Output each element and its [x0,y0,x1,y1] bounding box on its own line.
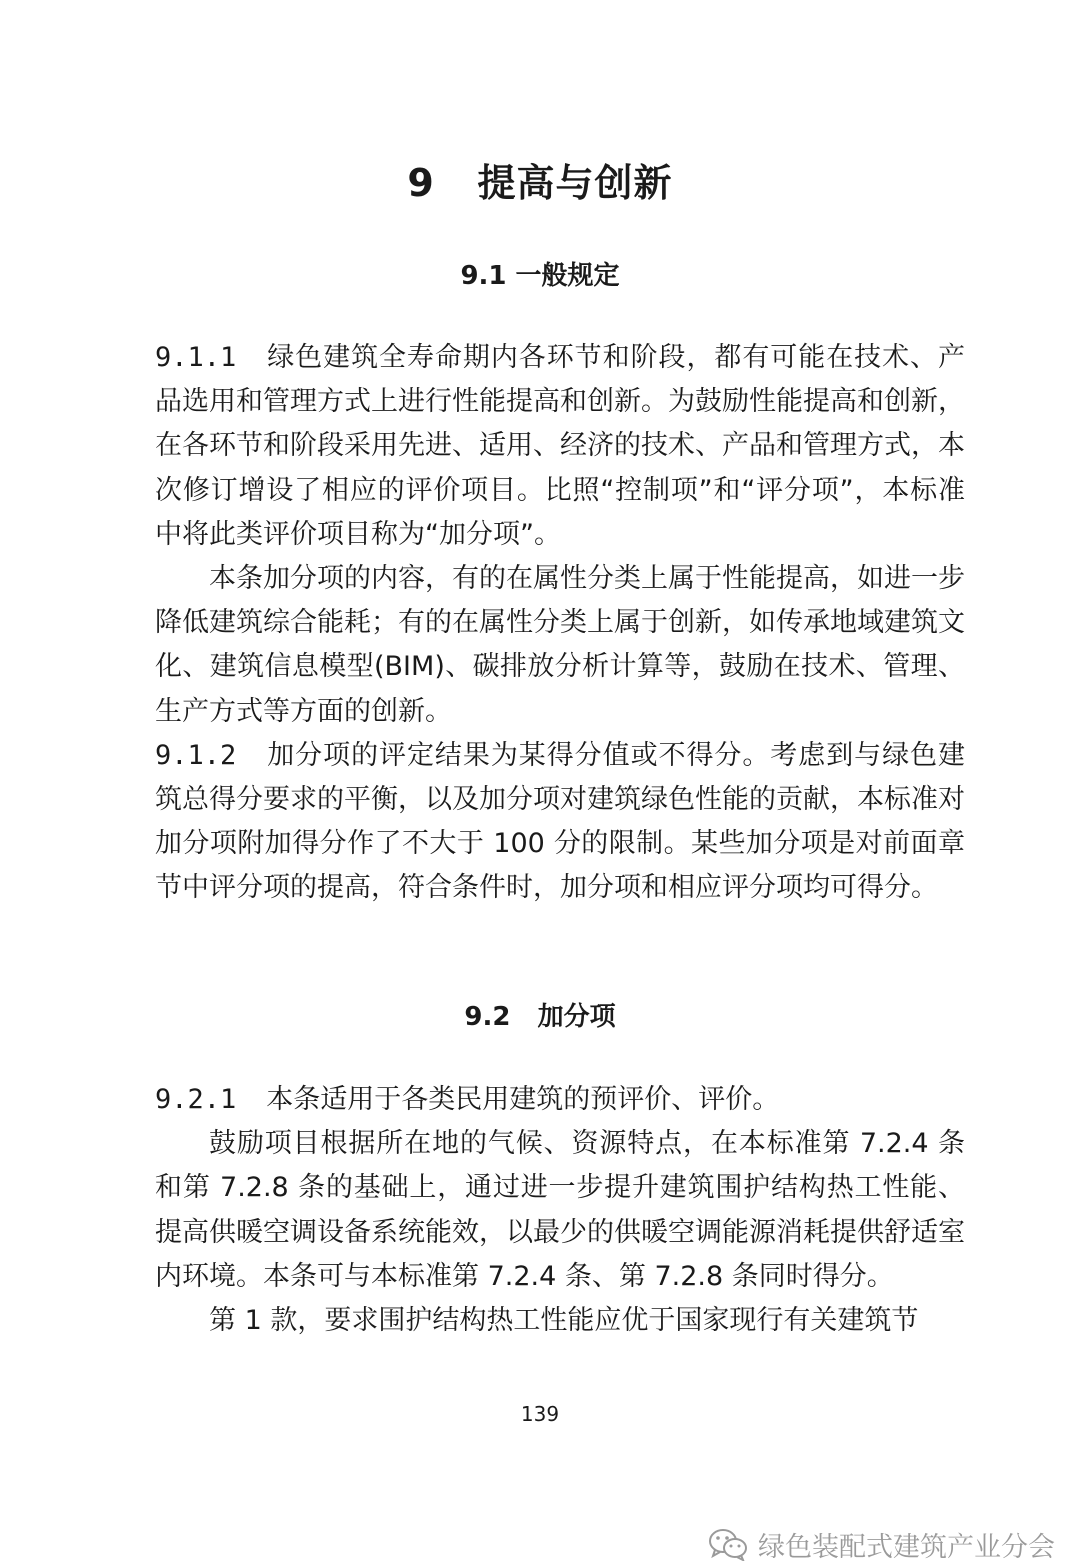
clause-text: 加分项的评定结果为某得分值或不得分。考虑到与绿色建筑总得分要求的平衡，以及加分项对建筑绿色性能的贡献，本标准对加分项附加得分作了不大于 100 分的限制。某些加分项是对前面章节中评分项的提高，符合条件时，加分项和相应评分项均可得分。 [155,739,965,904]
watermark [708,1522,1055,1566]
section-9-1-body [155,336,965,911]
clause-number: 9.1.1 [155,342,237,373]
clause-9-2-1-paragraph: 第 1 款，要求围护结构热工性能应优于国家现行有关建筑节 [209,1305,919,1337]
section-heading-9-1: 9.1 一般规定 [460,261,620,291]
clause-number: 9.2.1 [155,1084,237,1115]
clause-9-1-1-paragraph: 本条加分项的内容，有的在属性分类上属于性能提高，如进一步降低建筑综合能耗；有的在属性分类上属于创新，如传承地域建筑文化、建筑信息模型(BIM)、碳排放分析计算等，鼓励在技术、管理、生产方式等方面的创新。 [155,563,965,727]
chapter-title: 9 提高与创新 [407,161,673,205]
clause-9-2-1 [155,1078,965,1122]
clause-9-1-1 [155,336,965,557]
clause-9-2-1-paragraph: 鼓励项目根据所在地的气候、资源特点，在本标准第 7.2.4 条和第 7.2.8 条的基础上，通过进一步提升建筑围护结构热工性能、提高供暖空调设备系统能效，以最少的供暖空调能源消耗提供舒适室内环境。本条可与本标准第 7.2.4 条、第 7.2.8 条同时得分。 [155,1128,965,1292]
clause-text: 绿色建筑全寿命期内各环节和阶段，都有可能在技术、产品选用和管理方式上进行性能提高和创新。为鼓励性能提高和创新，在各环节和阶段采用先进、适用、经济的技术、产品和管理方式，本次修订增设了相应的评价项目。比照“控制项”和“评分项”，本标准中将此类评价项目称为“加分项”。 [155,342,965,550]
clause-number: 9.1.2 [155,739,237,771]
section-9-2-body [155,1078,965,1343]
section-heading-9-2: 9.2 加分项 [464,1002,616,1032]
page-number: 139 [520,1402,560,1426]
clause-9-1-2 [155,734,965,911]
wechat-icon [708,1527,748,1561]
clause-text: 本条适用于各类民用建筑的预评价、评价。 [266,1084,780,1115]
watermark-text: 绿色装配式建筑产业分会 [758,1531,1055,1563]
